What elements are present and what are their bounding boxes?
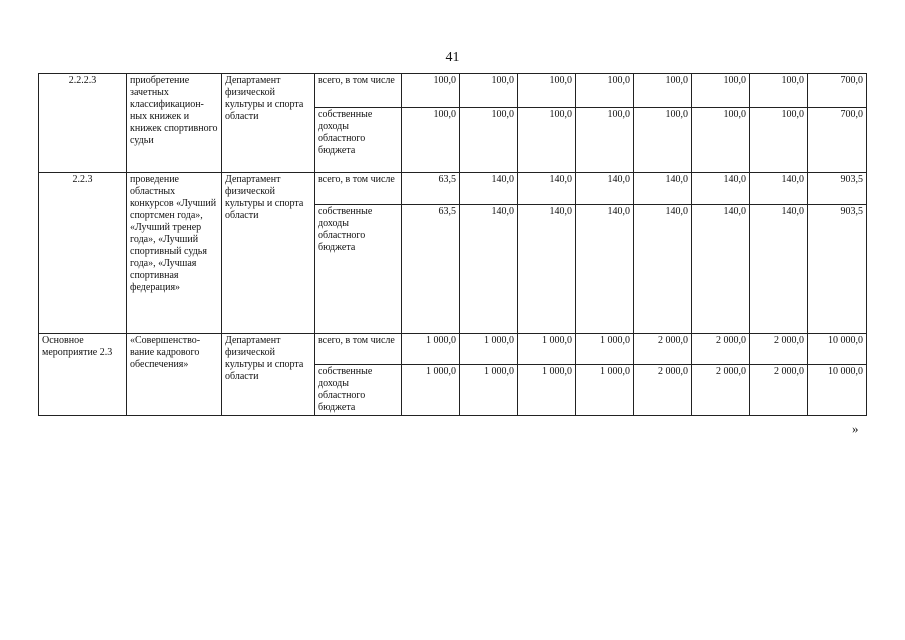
budget-table: [38, 73, 867, 416]
amount-cell: 140,0: [460, 173, 518, 205]
amount-cell: 140,0: [518, 173, 576, 205]
amount-cell: 140,0: [692, 173, 750, 205]
measure-code-cell: 2.2.2.3: [39, 74, 127, 173]
amount-cell: 63,5: [402, 205, 460, 334]
amount-cell: 100,0: [692, 108, 750, 173]
total-amount-cell: 700,0: [808, 108, 867, 173]
amount-cell: 1 000,0: [518, 334, 576, 365]
measure-name-cell: «Совершенство-вание кадрового обеспечения»: [127, 334, 222, 416]
total-amount-cell: 903,5: [808, 205, 867, 334]
table-row: [39, 74, 867, 108]
measure-code-cell: Основное мероприятие 2.3: [39, 334, 127, 416]
amount-cell: 100,0: [460, 74, 518, 108]
amount-cell: 100,0: [518, 74, 576, 108]
amount-cell: 140,0: [750, 205, 808, 334]
amount-cell: 140,0: [634, 205, 692, 334]
measure-name-cell: приобретение зачетных классификацион-ных книжек и книжек спортивного судьи: [127, 74, 222, 173]
funding-source-cell: собственные доходы областного бюджета: [315, 205, 402, 334]
amount-cell: 2 000,0: [692, 334, 750, 365]
amount-cell: 140,0: [634, 173, 692, 205]
table-row: [39, 173, 867, 205]
amount-cell: 100,0: [750, 108, 808, 173]
funding-source-cell: всего, в том числе: [315, 334, 402, 365]
measure-name-cell: проведение областных конкурсов «Лучший спортсмен года», «Лучший тренер года», «Лучший спортивный судья года», «Лучшая спортивная федерация»: [127, 173, 222, 334]
executor-cell: Департамент физической культуры и спорта области: [222, 74, 315, 173]
funding-source-cell: собственные доходы областного бюджета: [315, 365, 402, 416]
amount-cell: 140,0: [518, 205, 576, 334]
executor-cell: Департамент физической культуры и спорта области: [222, 173, 315, 334]
amount-cell: 100,0: [750, 74, 808, 108]
amount-cell: 1 000,0: [576, 334, 634, 365]
executor-cell: Департамент физической культуры и спорта области: [222, 334, 315, 416]
total-amount-cell: 10 000,0: [808, 365, 867, 416]
amount-cell: 2 000,0: [634, 365, 692, 416]
amount-cell: 140,0: [576, 173, 634, 205]
amount-cell: 100,0: [518, 108, 576, 173]
amount-cell: 100,0: [402, 108, 460, 173]
amount-cell: 140,0: [460, 205, 518, 334]
amount-cell: 2 000,0: [750, 334, 808, 365]
amount-cell: 100,0: [692, 74, 750, 108]
amount-cell: 100,0: [634, 74, 692, 108]
amount-cell: 1 000,0: [402, 365, 460, 416]
amount-cell: 100,0: [460, 108, 518, 173]
total-amount-cell: 903,5: [808, 173, 867, 205]
closing-quote: »: [852, 421, 859, 436]
amount-cell: 140,0: [750, 173, 808, 205]
amount-cell: 1 000,0: [518, 365, 576, 416]
amount-cell: 63,5: [402, 173, 460, 205]
page-number: 41: [445, 50, 460, 65]
amount-cell: 100,0: [402, 74, 460, 108]
amount-cell: 2 000,0: [750, 365, 808, 416]
amount-cell: 2 000,0: [634, 334, 692, 365]
total-amount-cell: 10 000,0: [808, 334, 867, 365]
funding-source-cell: собственные доходы областного бюджета: [315, 108, 402, 173]
amount-cell: 140,0: [576, 205, 634, 334]
amount-cell: 1 000,0: [460, 365, 518, 416]
amount-cell: 100,0: [576, 108, 634, 173]
measure-code-cell: 2.2.3: [39, 173, 127, 334]
table-row: [39, 334, 867, 365]
amount-cell: 1 000,0: [576, 365, 634, 416]
amount-cell: 100,0: [634, 108, 692, 173]
amount-cell: 2 000,0: [692, 365, 750, 416]
total-amount-cell: 700,0: [808, 74, 867, 108]
funding-source-cell: всего, в том числе: [315, 74, 402, 108]
amount-cell: 1 000,0: [402, 334, 460, 365]
funding-source-cell: всего, в том числе: [315, 173, 402, 205]
amount-cell: 140,0: [692, 205, 750, 334]
amount-cell: 1 000,0: [460, 334, 518, 365]
amount-cell: 100,0: [576, 74, 634, 108]
